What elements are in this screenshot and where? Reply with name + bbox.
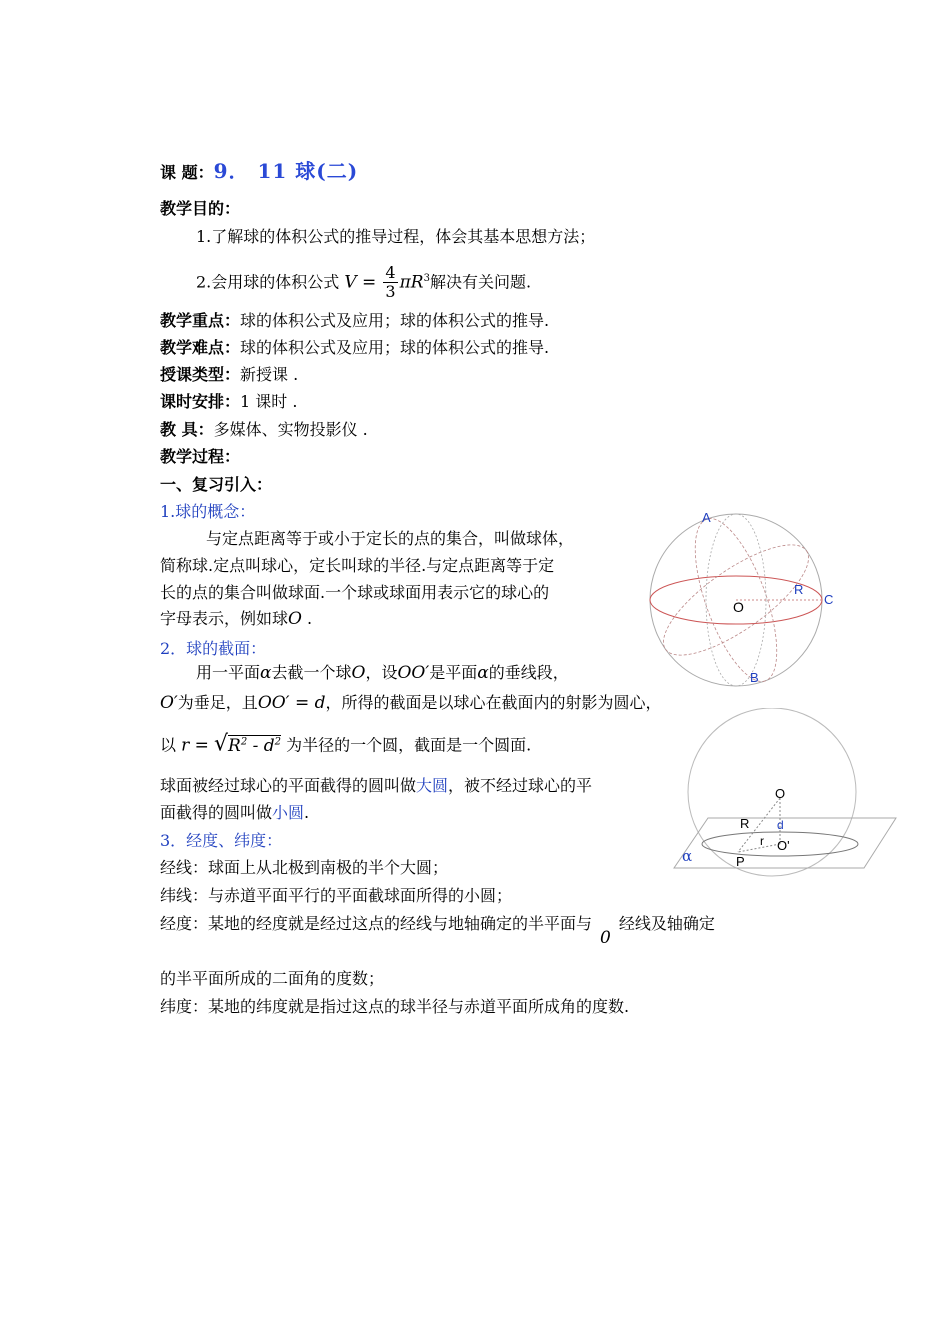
- schedule-label: 课时安排：: [160, 392, 241, 411]
- title-label: 课 题：: [160, 163, 214, 182]
- goal-item-2: [196, 259, 531, 302]
- formula-fraction: [383, 264, 397, 301]
- lonlat-heading: 3．经度、纬度：: [160, 831, 283, 850]
- key-points-label: 教学重点：: [160, 311, 241, 330]
- sphere-outline: [688, 708, 856, 876]
- sqrt-d: - d: [247, 735, 275, 756]
- longitude-def: [160, 913, 715, 948]
- distance-formula: OO′ = d: [257, 693, 326, 713]
- longitude-text: 经线及轴确定: [618, 914, 715, 933]
- schedule: [160, 391, 297, 413]
- label-d: d: [777, 818, 784, 832]
- sqrt-body: [228, 735, 281, 756]
- foot-symbol: O′: [160, 693, 178, 713]
- frac-num: 4: [385, 263, 396, 283]
- tools-text: 多媒体、实物投影仪 .: [213, 420, 368, 439]
- gc-text: .: [304, 803, 310, 822]
- label-r: r: [760, 834, 764, 848]
- label-O: O: [733, 599, 744, 615]
- key-points-text: 球的体积公式及应用；球的体积公式的推导.: [240, 311, 550, 330]
- cut-text: 是平面: [429, 663, 478, 682]
- goal-item-2-suffix: 解决有关问题.: [429, 272, 532, 292]
- formula-lhs: V =: [344, 272, 377, 293]
- small-circle-term: 小圆: [272, 803, 305, 822]
- formula-exp: 3: [423, 273, 430, 284]
- label-O: O: [775, 786, 786, 801]
- sphere-symbol: O: [288, 609, 302, 629]
- goals-heading: 教学目的：: [160, 199, 241, 218]
- sphere-figure: [632, 500, 842, 690]
- frac-den: 3: [385, 282, 396, 302]
- zero-symbol: 0: [600, 928, 611, 948]
- lesson-type: [160, 364, 298, 386]
- title-value: 9． 11 球(二): [213, 159, 359, 183]
- section-figure: [668, 708, 900, 890]
- great-circle-term: 大圆: [416, 776, 449, 795]
- label-R: R: [740, 816, 750, 831]
- schedule-text: 1 课时 .: [240, 392, 298, 411]
- label-P: P: [736, 854, 745, 869]
- formula-rhs: πR: [399, 272, 424, 293]
- alpha-symbol: α: [477, 663, 489, 683]
- cut-text: 以: [160, 735, 177, 755]
- longitude-def-cont: 的半平面所成的二面角的度数；: [160, 969, 385, 988]
- lesson-title: [160, 160, 358, 184]
- process-heading: 教学过程：: [160, 447, 241, 466]
- key-points: [160, 310, 549, 332]
- concept-line-2: 简称球.定点叫球心，定长叫球的半径.与定点距离等于定: [160, 556, 555, 575]
- exp: 2: [274, 736, 282, 747]
- exp: 2: [240, 736, 248, 747]
- radius-r-line: [738, 844, 780, 852]
- label-O-prime: O': [777, 838, 790, 853]
- tools: [160, 419, 368, 441]
- lesson-type-label: 授课类型：: [160, 365, 241, 384]
- cut-text: 为半径的一个圆，截面是一个圆面.: [286, 735, 532, 755]
- label-alpha: α: [682, 847, 693, 865]
- concept-line-3: 长的点的集合叫做球面.一个球或球面用表示它的球心的: [160, 583, 550, 602]
- concept-line-1: 与定点距离等于或小于定长的点的集合，叫做球体，: [206, 529, 575, 548]
- meridian-def: 经线：球面上从北极到南极的半个大圆；: [160, 858, 449, 877]
- concept-line-4-suffix: .: [301, 609, 313, 628]
- alpha-symbol: α: [260, 663, 272, 683]
- sqrt-R: R: [228, 735, 241, 756]
- sqrt-sign: √: [213, 731, 229, 757]
- concept-line-4: [160, 608, 312, 630]
- difficulties: [160, 337, 549, 359]
- parallel-def: 纬线：与赤道平面平行的平面截球面所得的小圆；: [160, 886, 513, 905]
- longitude-text: 经度：某地的经度就是经过这点的经线与地轴确定的半平面与: [160, 914, 593, 933]
- sphere-symbol: O: [351, 663, 366, 683]
- tools-label: 教 具：: [160, 420, 214, 439]
- gc-text: 面截得的圆叫做: [160, 803, 273, 822]
- concept-line-4-prefix: 字母表示，例如球: [160, 609, 289, 628]
- cut-text: ，所得的截面是以球心在截面内的射影为圆心，: [325, 693, 662, 712]
- goal-item-2-prefix: 2.会用球的体积公式: [196, 272, 340, 292]
- cut-line-2: [160, 692, 662, 714]
- cut-text: ，设: [365, 663, 398, 682]
- segment-symbol: OO′: [397, 663, 430, 683]
- label-C: C: [824, 592, 834, 607]
- cut-heading: 2．球的截面：: [160, 639, 267, 658]
- great-circle-line-1: [160, 775, 592, 797]
- concept-heading: 1.球的概念：: [160, 502, 256, 521]
- great-circle-line-2: [160, 802, 309, 824]
- latitude-def: 纬度：某地的纬度就是指过这点的球半径与赤道平面所成角的度数.: [160, 997, 630, 1016]
- label-B: B: [750, 670, 759, 685]
- cut-text: 去截一个球: [271, 663, 352, 682]
- cut-text: 为垂足，且: [177, 693, 258, 712]
- difficulties-label: 教学难点：: [160, 338, 241, 357]
- label-R: R: [794, 582, 804, 597]
- difficulties-text: 球的体积公式及应用；球的体积公式的推导.: [240, 338, 550, 357]
- cut-line-3: [160, 727, 531, 761]
- section1-heading: 一、复习引入：: [160, 475, 273, 494]
- radius-formula-lhs: r =: [181, 735, 209, 756]
- cut-line-1: [196, 662, 569, 684]
- label-A: A: [702, 510, 711, 525]
- gc-text: ，被不经过球心的平: [448, 776, 593, 795]
- lesson-type-text: 新授课 .: [240, 365, 299, 384]
- goal-item-1: 1.了解球的体积公式的推导过程，体会其基本思想方法；: [196, 227, 596, 246]
- gc-text: 球面被经过球心的平面截得的圆叫做: [160, 776, 417, 795]
- cut-text: 的垂线段，: [488, 663, 569, 682]
- cut-text: 用一平面: [196, 663, 261, 682]
